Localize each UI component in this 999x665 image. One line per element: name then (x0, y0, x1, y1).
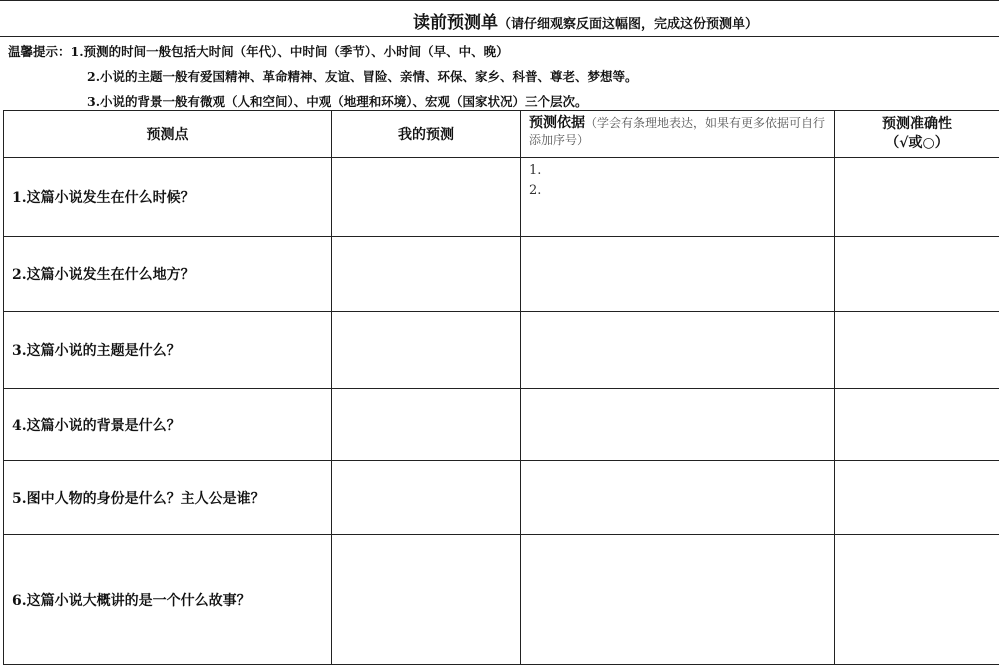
header-accuracy-line1: 预测准确性 (835, 115, 999, 134)
question-4: 4.这篇小说的背景是什么？ (4, 389, 332, 461)
basis-number-2: 2. (529, 181, 834, 201)
basis-cell-5[interactable] (521, 461, 835, 535)
my-prediction-cell-6[interactable] (332, 535, 521, 665)
header-prediction-point: 预测点 (4, 111, 332, 158)
table-row (4, 461, 999, 535)
my-prediction-cell-1[interactable] (332, 158, 521, 237)
tips-section (0, 36, 999, 110)
table-row (4, 535, 999, 665)
header-basis-label: 预测依据 (529, 115, 585, 131)
tips-label: 温馨提示： (8, 44, 71, 59)
table-row (4, 158, 999, 237)
question-6: 6.这篇小说大概讲的是一个什么故事？ (4, 535, 332, 665)
accuracy-cell-6[interactable] (835, 535, 999, 665)
accuracy-cell-3[interactable] (835, 312, 999, 389)
my-prediction-cell-2[interactable] (332, 237, 521, 312)
my-prediction-cell-5[interactable] (332, 461, 521, 535)
accuracy-cell-4[interactable] (835, 389, 999, 461)
question-1: 1.这篇小说发生在什么时候？ (4, 158, 332, 237)
table-header-row (4, 111, 999, 158)
basis-cell-1[interactable] (521, 158, 835, 237)
basis-cell-3[interactable] (521, 312, 835, 389)
accuracy-cell-5[interactable] (835, 461, 999, 535)
header-prediction-basis (521, 111, 835, 158)
my-prediction-cell-3[interactable] (332, 312, 521, 389)
prediction-table (3, 110, 999, 665)
table-row (4, 312, 999, 389)
title-row (0, 0, 999, 36)
question-3: 3.这篇小说的主题是什么？ (4, 312, 332, 389)
sheet-title-main: 读前预测单 (413, 13, 498, 33)
sheet-title (413, 8, 758, 33)
question-5: 5.图中人物的身份是什么？主人公是谁？ (4, 461, 332, 535)
table-row (4, 389, 999, 461)
header-basis-note: （学会有条理地表达，如果有更多依据可自行添加序号） (529, 116, 825, 147)
question-2: 2.这篇小说发生在什么地方？ (4, 237, 332, 312)
accuracy-cell-2[interactable] (835, 237, 999, 312)
basis-cell-2[interactable] (521, 237, 835, 312)
basis-cell-4[interactable] (521, 389, 835, 461)
basis-number-1: 1. (529, 161, 834, 181)
tips-line-3: 3.小说的背景一般有微观（人和空间）、中观（地理和环境）、宏观（国家状况）三个层次。 (87, 92, 588, 110)
tips-line-2: 2.小说的主题一般有爱国精神、革命精神、友谊、冒险、亲情、环保、家乡、科普、尊老、梦想等。 (87, 67, 638, 85)
header-my-prediction: 我的预测 (332, 111, 521, 158)
header-accuracy-line2: （√或○） (835, 134, 999, 153)
table-row (4, 237, 999, 312)
tips-text-1: 1.预测的时间一般包括大时间（年代）、中时间（季节）、小时间（早、中、晚） (71, 44, 509, 59)
accuracy-cell-1[interactable] (835, 158, 999, 237)
tips-line-1 (8, 42, 509, 60)
sheet-title-subtitle: （请仔细观察反面这幅图，完成这份预测单） (498, 17, 758, 32)
basis-cell-6[interactable] (521, 535, 835, 665)
my-prediction-cell-4[interactable] (332, 389, 521, 461)
header-accuracy (835, 111, 999, 158)
